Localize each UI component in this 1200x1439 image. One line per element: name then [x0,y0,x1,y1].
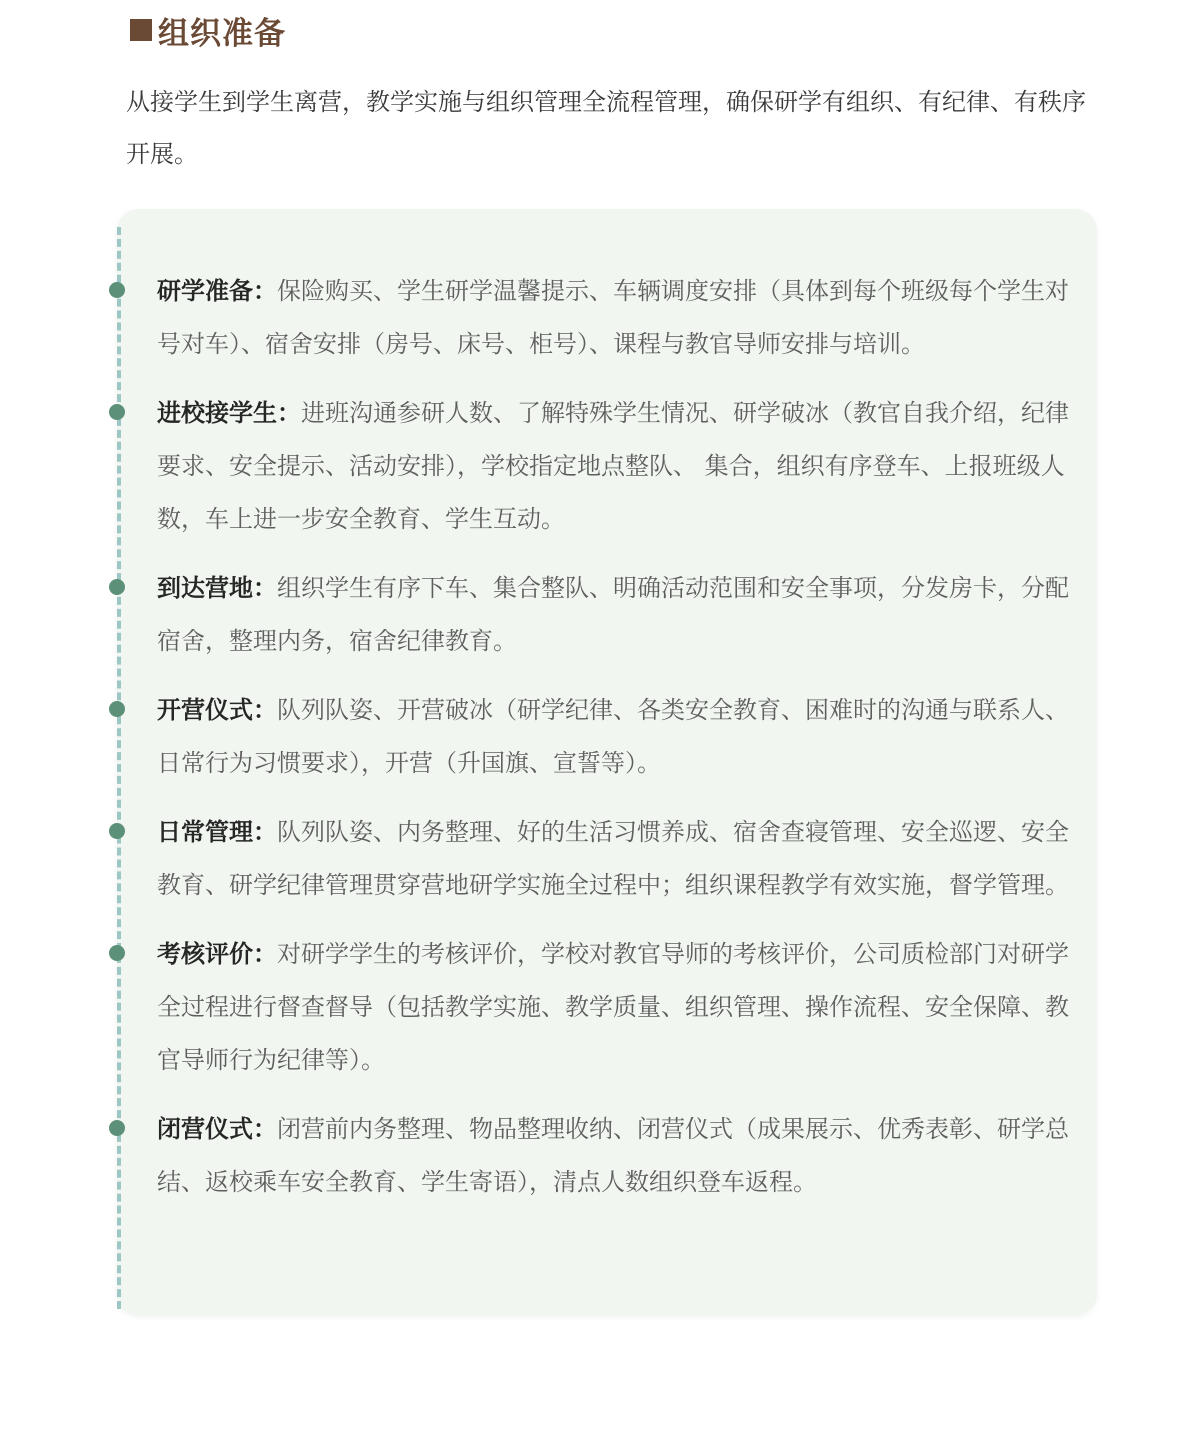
item-label: 开营仪式： [157,696,277,724]
title-square-icon [130,19,152,41]
timeline-dot-icon [109,1120,125,1136]
item-text: 队列队姿、内务整理、好的生活习惯养成、宿舍查寝管理、安全巡逻、安全教育、研学纪律管理贯穿营地研学实施全过程中；组织课程教学有效实施，督学管理。 [157,818,1069,899]
timeline-dot-icon [109,404,125,420]
timeline-dot-icon [109,823,125,839]
item-text: 进班沟通参研人数、了解特殊学生情况、研学破冰（教官自我介绍，纪律要求、安全提示、活动安排），学校指定地点整队、 集合，组织有序登车、上报班级人数，车上进一步安全教育、学生互动。 [157,399,1069,533]
item-text: 对研学学生的考核评价，学校对教官导师的考核评价，公司质检部门对研学全过程进行督查督导（包括教学实施、教学质量、组织管理、操作流程、安全保障、教官导师行为纪律等）。 [157,940,1069,1074]
section-header [130,8,286,52]
section-intro: 从接学生到学生离营，教学实施与组织管理全流程管理，确保研学有组织、有纪律、有秩序开展。 [126,88,1086,168]
timeline-item-arrival [157,562,1077,668]
item-label: 闭营仪式： [157,1115,277,1143]
item-label: 到达营地： [157,574,277,602]
timeline-item-closing [157,1103,1077,1209]
timeline-item-preparation [157,265,1077,371]
timeline-dot-icon [109,282,125,298]
item-text: 保险购买、学生研学温馨提示、车辆调度安排（具体到每个班级每个学生对号对车）、宿舍安排（房号、床号、柜号）、课程与教官导师安排与培训。 [157,277,1069,358]
item-label: 研学准备： [157,277,277,305]
timeline-item-daily [157,806,1077,912]
timeline-item-opening [157,684,1077,790]
timeline-item-evaluation [157,928,1077,1087]
item-text: 组织学生有序下车、集合整队、明确活动范围和安全事项，分发房卡，分配宿舍，整理内务，宿舍纪律教育。 [157,574,1069,655]
timeline-list [157,265,1077,1225]
item-text: 闭营前内务整理、物品整理收纳、闭营仪式（成果展示、优秀表彰、研学总结、返校乘车安全教育、学生寄语），清点人数组织登车返程。 [157,1115,1069,1196]
section-title: 组织准备 [158,15,286,52]
timeline-dot-icon [109,701,125,717]
item-text: 队列队姿、开营破冰（研学纪律、各类安全教育、困难时的沟通与联系人、日常行为习惯要求），开营（升国旗、宣誓等）。 [157,696,1069,777]
timeline-card [117,209,1097,1315]
timeline-dot-icon [109,579,125,595]
item-label: 进校接学生： [157,399,301,427]
item-label: 日常管理： [157,818,277,846]
timeline-item-pickup [157,387,1077,546]
item-label: 考核评价： [157,940,277,968]
timeline-dashed-line [117,227,121,1309]
timeline-dot-icon [109,945,125,961]
